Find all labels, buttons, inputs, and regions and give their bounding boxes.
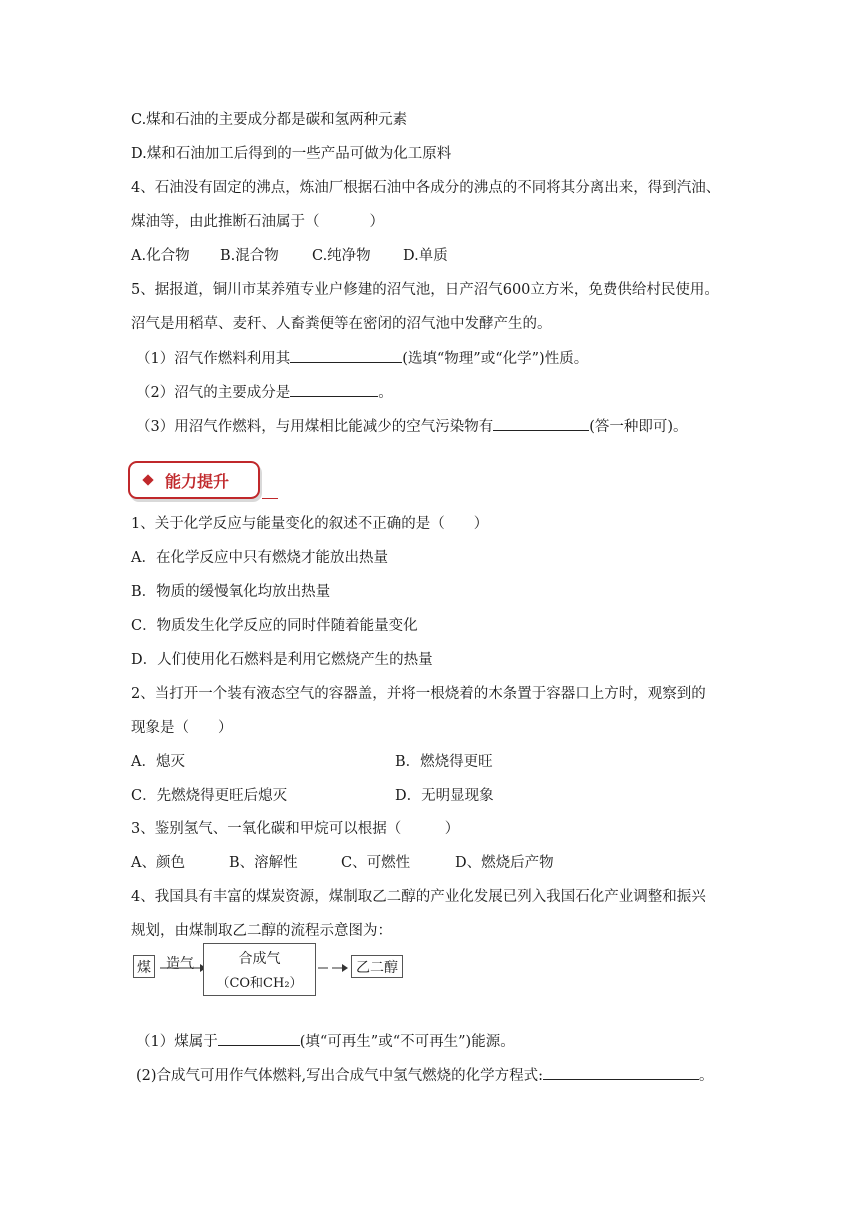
s2-q4-sub2 [136,1065,714,1086]
question-5-line2: 沼气是用稻草、麦秆、人畜粪便等在密闭的沼气池中发酵产生的。 [131,316,552,332]
s2-q3-option-a: A、颜色 [131,855,185,871]
s2-sub2-end: 。 [699,1068,714,1084]
question-5-sub2 [136,382,393,403]
answer-blank[interactable] [543,1065,699,1080]
flow-end-label: 乙二醇 [356,959,398,976]
s2-q1-option-c: C．物质发生化学反应的同时伴随着能量变化 [131,618,418,634]
s2-q1-option-d: D．人们使用化石燃料是利用它燃烧产生的热量 [131,652,433,668]
answer-blank[interactable] [493,416,589,431]
question-5-sub1 [136,348,588,369]
s2-question-2-line2: 现象是（ ） [131,720,233,736]
flow-start-label: 煤 [137,959,151,976]
option-d-line: D.煤和石油加工后得到的一些产品可做为化工原料 [131,146,452,162]
sub3-text: （3）用沼气作燃料，与用煤相比能减少的空气污染物有 [136,419,494,435]
diamond-icon [142,474,153,485]
s2-question-4-line2: 规划，由煤制取乙二醇的流程示意图为： [131,923,392,939]
s2-sub2-text: (2)合成气可用作气体燃料,写出合成气中氢气燃烧的化学方程式: [136,1068,544,1084]
s2-question-4-line1: 4、我国具有丰富的煤炭资源，煤制取乙二醇的产业化发展已列入我国石化产业调整和振兴 [131,889,706,905]
s2-question-3-stem: 3、鉴别氢气、一氧化碳和甲烷可以根据（ ） [131,821,460,837]
question-4-line1: 4、石油没有固定的沸点，炼油厂根据石油中各成分的沸点的不同将其分离出来，得到汽油、 [131,180,721,196]
s2-sub1-hint: (填“可再生”或“不可再生”)能源。 [299,1034,515,1050]
question-5-sub3 [136,416,688,437]
s2-q2-option-c: C．先燃烧得更旺后熄灭 [131,788,288,804]
section-badge [128,461,260,499]
flow-step-label: 造气 [166,956,194,972]
sub2-text: （2）沼气的主要成分是 [136,385,291,401]
paren-close: ） [369,214,384,230]
s2-q3-option-c: C、可燃性 [341,855,411,871]
q4-option-b: B.混合物 [220,248,279,264]
s2-q1-option-a: A．在化学反应中只有燃烧才能放出热量 [131,550,388,566]
question-5-line1: 5、据报道，铜川市某养殖专业户修建的沼气池，日产沼气600立方米，免费供给村民使用。 [131,282,719,298]
flow-arrow-2 [318,962,350,974]
sub3-hint: (答一种即可)。 [589,419,688,435]
option-c-line: C.煤和石油的主要成分都是碳和氢两种元素 [131,112,408,128]
flow-syngas-formula: （CO和CH₂） [216,976,303,991]
q4-option-c: C.纯净物 [312,248,371,264]
q4-option-a: A.化合物 [131,248,190,264]
flow-end-box [351,955,403,978]
question-4-stem: 煤油等，由此推断石油属于（ [131,214,320,230]
s2-q3-option-d: D、燃烧后产物 [455,855,554,871]
flow-syngas-title: 合成气 [238,951,281,967]
section-badge-label: 能力提升 [165,471,230,491]
s2-sub1-text: （1）煤属于 [136,1034,218,1050]
badge-underline [262,498,278,499]
answer-blank[interactable] [218,1031,300,1046]
sub1-text: （1）沼气作燃料利用其 [136,351,291,367]
s2-q2-option-a: A．熄灭 [131,754,185,770]
sub2-end: 。 [378,385,393,401]
s2-question-1-stem: 1、关于化学反应与能量变化的叙述不正确的是（ ） [131,516,489,532]
q4-option-d: D.单质 [403,248,448,264]
s2-q3-option-b: B、溶解性 [229,855,298,871]
s2-q4-sub1 [136,1031,515,1052]
answer-blank[interactable] [290,348,402,363]
flow-arrow-1 [160,962,206,974]
s2-question-2-line1: 2、当打开一个装有液态空气的容器盖，并将一根烧着的木条置于容器口上方时，观察到的 [131,686,706,702]
s2-q2-option-d: D．无明显现象 [395,788,494,804]
answer-blank[interactable] [290,382,378,397]
s2-q1-option-b: B．物质的缓慢氧化均放出热量 [131,584,331,600]
question-4-line2 [131,212,384,232]
sub1-hint: (选填“物理”或“化学”)性质。 [402,351,589,367]
flow-syngas-box [203,943,316,996]
s2-q2-option-b: B．燃烧得更旺 [395,754,493,770]
flow-start-box [133,955,155,978]
